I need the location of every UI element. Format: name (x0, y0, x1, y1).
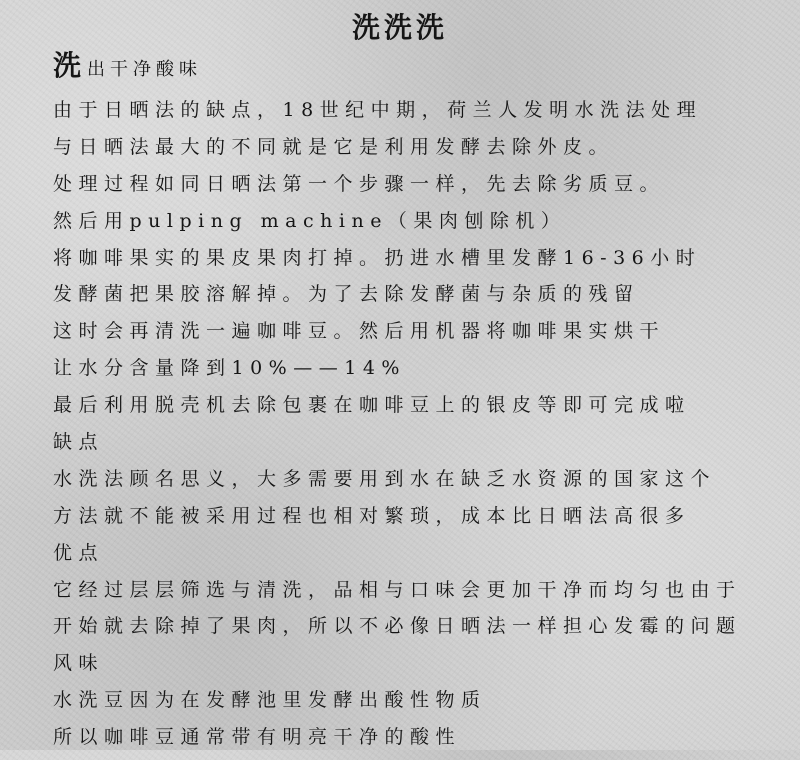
subsection-label-flavor: 风味 (53, 652, 105, 675)
page-title: 洗洗洗 (351, 11, 448, 44)
text-line: 它经过层层筛选与清洗，品相与口味会更加干净而均匀也由于 (53, 578, 742, 601)
text-line: 发酵菌把果胶溶解掉。为了去除发酵菌与杂质的残留 (53, 283, 640, 306)
section-heading (53, 44, 202, 84)
section-heading-char: 洗 (53, 49, 82, 82)
text-line: 由于日晒法的缺点，18世纪中期，荷兰人发明水洗法处理 (53, 99, 703, 121)
text-line: 与日晒法最大的不同就是它是利用发酵去除外皮。 (53, 135, 615, 158)
text-line: 让水分含量降到10%——14% (53, 357, 406, 380)
subsection-label-drawbacks: 缺点 (53, 431, 105, 454)
text-line: 最后利用脱壳机去除包裹在咖啡豆上的银皮等即可完成啦 (53, 394, 691, 417)
text-line: 然后用pulping machine（果肉刨除机） (53, 209, 567, 232)
text-line: 水洗豆因为在发酵池里发酵出酸性物质 (53, 689, 487, 712)
text-line: 将咖啡果实的果皮果肉打掉。扔进水槽里发酵16-36小时 (53, 246, 702, 269)
body-text (53, 96, 793, 760)
text-line: 方法就不能被采用过程也相对繁琐，成本比日晒法高很多 (53, 504, 691, 527)
section-heading-text: 出干净酸味 (87, 59, 203, 80)
text-line: 这时会再清洗一遍咖啡豆。然后用机器将咖啡果实烘干 (53, 320, 666, 343)
subsection-label-advantages: 优点 (53, 541, 105, 564)
text-line: 处理过程如同日晒法第一个步骤一样，先去除劣质豆。 (53, 172, 666, 195)
text-line: 水洗法顾名思义，大多需要用到水在缺乏水资源的国家这个 (53, 467, 717, 490)
text-line: 所以咖啡豆通常带有明亮干净的酸性 (53, 726, 462, 749)
text-line: 开始就去除掉了果肉，所以不必像日晒法一样担心发霉的问题 (53, 615, 742, 638)
